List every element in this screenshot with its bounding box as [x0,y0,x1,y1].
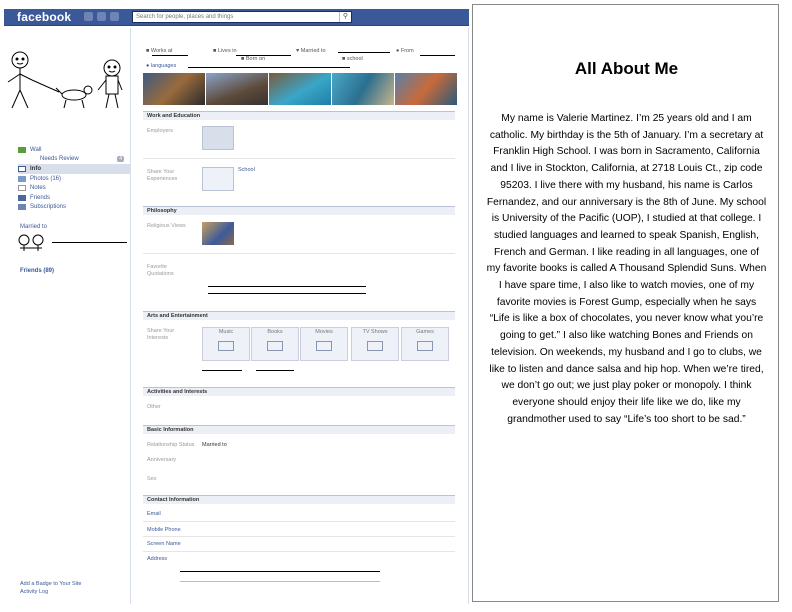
notification-icons [84,12,119,21]
relationship-status-label: Relationship Status [147,442,195,448]
sidebar-item-info[interactable]: Info [18,164,130,174]
facebook-logo[interactable]: facebook [17,10,72,24]
about-me-line: 95203. I live there with my husband, his name is Carlos [500,179,753,191]
sidebar-item-subscriptions[interactable]: Subscriptions [18,203,130,213]
favorite-quotations-label: Favorite Quotations [147,264,174,277]
photo-thumbnail[interactable] [332,73,394,105]
sidebar-nav [18,145,130,212]
married-to-blank-line [52,242,127,243]
married-to-label: Married to [20,224,48,230]
photo-thumbnail[interactable] [206,73,268,105]
separator [143,521,455,522]
books-tile[interactable]: Books [251,327,299,361]
notifications-icon[interactable] [110,12,119,21]
about-me-line: we don’t go out; we just play poker or monopoly. I think [501,380,752,392]
employers-label: Employers [147,128,173,134]
separator [143,551,455,552]
messages-icon[interactable] [97,12,106,21]
languages-field: ● languages [146,63,177,69]
school-value[interactable]: School [238,167,255,173]
born-on-field: ■ Born on [241,56,266,62]
sidebar-item-notes[interactable]: Notes [18,183,130,193]
search-placeholder: Search for people, places and things [136,14,234,20]
from-field: ● From [396,48,414,54]
married-blank [338,52,390,53]
info-icon [18,166,26,172]
share-experiences-label: Share Your Experiences [147,169,178,182]
address-line [180,581,380,582]
separator [143,253,455,254]
from-blank [420,55,455,56]
wall-icon [18,147,26,153]
about-me-line: is University of the Pacific (UOP), I studied at that college. I [491,213,762,225]
school-field: ■ school [342,56,363,62]
philosophy-header: Philosophy [143,206,455,215]
work-education-header: Work and Education [143,111,455,120]
email-label: Email [147,511,161,517]
friends-count-link[interactable]: Friends (89) [20,268,55,274]
works-at-field: ■ Works at [146,48,173,54]
quotation-line [208,286,366,287]
about-me-line: Franklin High School. I was born in Sacramento, California [493,146,760,158]
about-me-line: I have spare time, I also like to watch movies, one of my [498,280,755,292]
about-me-line: and I live in Stockton, California, at 2718 Louis Ct., zip code [490,163,763,175]
notes-icon [18,185,26,191]
photos-icon [18,176,26,182]
tv-shows-tile[interactable]: TV Shows [351,327,399,361]
stick-figures-drawing [4,50,124,114]
about-me-line: French and German. I like reading in all languages, one of [493,246,760,258]
photo-thumbnail[interactable] [269,73,331,105]
arts-header: Arts and Entertainment [143,311,455,320]
about-me-line: everyone should enjoy their life like we do, like my [512,396,741,408]
quotation-line [208,293,366,294]
sidebar-item-needs-review[interactable]: Needs Review 4 [40,156,122,163]
facebook-top-bar [4,9,469,26]
music-blank [202,370,242,371]
games-tile[interactable]: Games [401,327,449,361]
about-me-line: “Life is like a box of chocolates, you never know what you’re [489,313,764,325]
about-me-line: My name is Valerie Martinez. I’m 25 years old and I am [501,113,752,124]
movies-icon [316,341,332,351]
games-icon [417,341,433,351]
employer-icon[interactable] [202,126,234,150]
share-interests-label: Share Your Interests [147,328,175,341]
sidebar-item-friends[interactable]: Friends [18,193,130,203]
basic-info-header: Basic Information [143,425,455,434]
add-badge-link[interactable]: Add a Badge to Your Site [20,581,82,587]
photo-thumbnail[interactable] [395,73,457,105]
about-me-card [472,4,779,602]
couple-avatar[interactable] [16,233,50,253]
separator [143,536,455,537]
movies-tile[interactable]: Movies [300,327,348,361]
lives-in-blank [236,55,291,56]
activities-header: Activities and Interests [143,387,455,396]
works-at-blank [152,55,188,56]
school-icon[interactable] [202,167,234,191]
about-me-line: like to listen and dance salsa and hip hop. When we’re tired, [489,363,764,375]
books-blank [256,370,294,371]
separator [143,158,455,159]
books-icon [267,341,283,351]
about-me-line: studied languages and learned to speak Spanish, English, [493,229,760,241]
religion-image [202,222,234,245]
contact-info-header: Contact Information [143,495,455,504]
count-badge: 4 [119,156,122,163]
photo-thumbnail[interactable] [143,73,205,105]
sidebar-footer [20,580,81,596]
about-me-line: my favorite books is called A Thousand Splendid Suns. When [486,263,767,275]
religious-views-label: Religious Views [147,223,186,229]
about-me-title: All About Me [574,59,679,78]
magnifier-icon[interactable]: ⚲ [339,12,351,22]
mobile-phone-label: Mobile Phone [147,527,181,533]
search-input[interactable] [132,11,352,23]
married-to-field: ♥ Married to [296,48,326,54]
music-tile[interactable]: Music [202,327,250,361]
address-line [180,571,380,572]
about-me-line: grandmother used to say “Life’s too short to be sad.” [507,413,746,425]
lives-in-field: ■ Lives in [213,48,237,54]
activity-log-link[interactable]: Activity Log [20,589,49,595]
about-me-line: television. On weekends, my husband and I go to clubs, we [491,346,762,358]
screen-name-label: Screen Name [147,541,181,547]
sidebar-item-photos[interactable]: Photos (16) [18,174,130,184]
about-me-text [481,111,772,428]
other-label: Other [147,404,161,410]
tv-icon [367,341,383,351]
about-me-line: going to get.” I also like watching Bones and Friends on [500,330,753,342]
relationship-value: Married to [202,442,227,448]
subscriptions-icon [18,204,26,210]
about-me-line: catholic. My birthday is the 5th of January. I’m a secretary at [489,129,764,141]
address-label: Address [147,556,168,562]
anniversary-label: Anniversary [147,457,177,463]
photo-strip [143,73,457,105]
music-icon [218,341,234,351]
languages-blank [188,67,350,68]
about-me-line: favorite movies is Forest Gump, especially when he says [496,296,757,308]
friends-icon [18,195,26,201]
sex-label: Sex [147,476,157,482]
about-me-line: Fernandez, and our anniversary is the 8th of June. My school [486,196,767,208]
sidebar-item-wall[interactable]: Wall [18,145,130,155]
friend-requests-icon[interactable] [84,12,93,21]
